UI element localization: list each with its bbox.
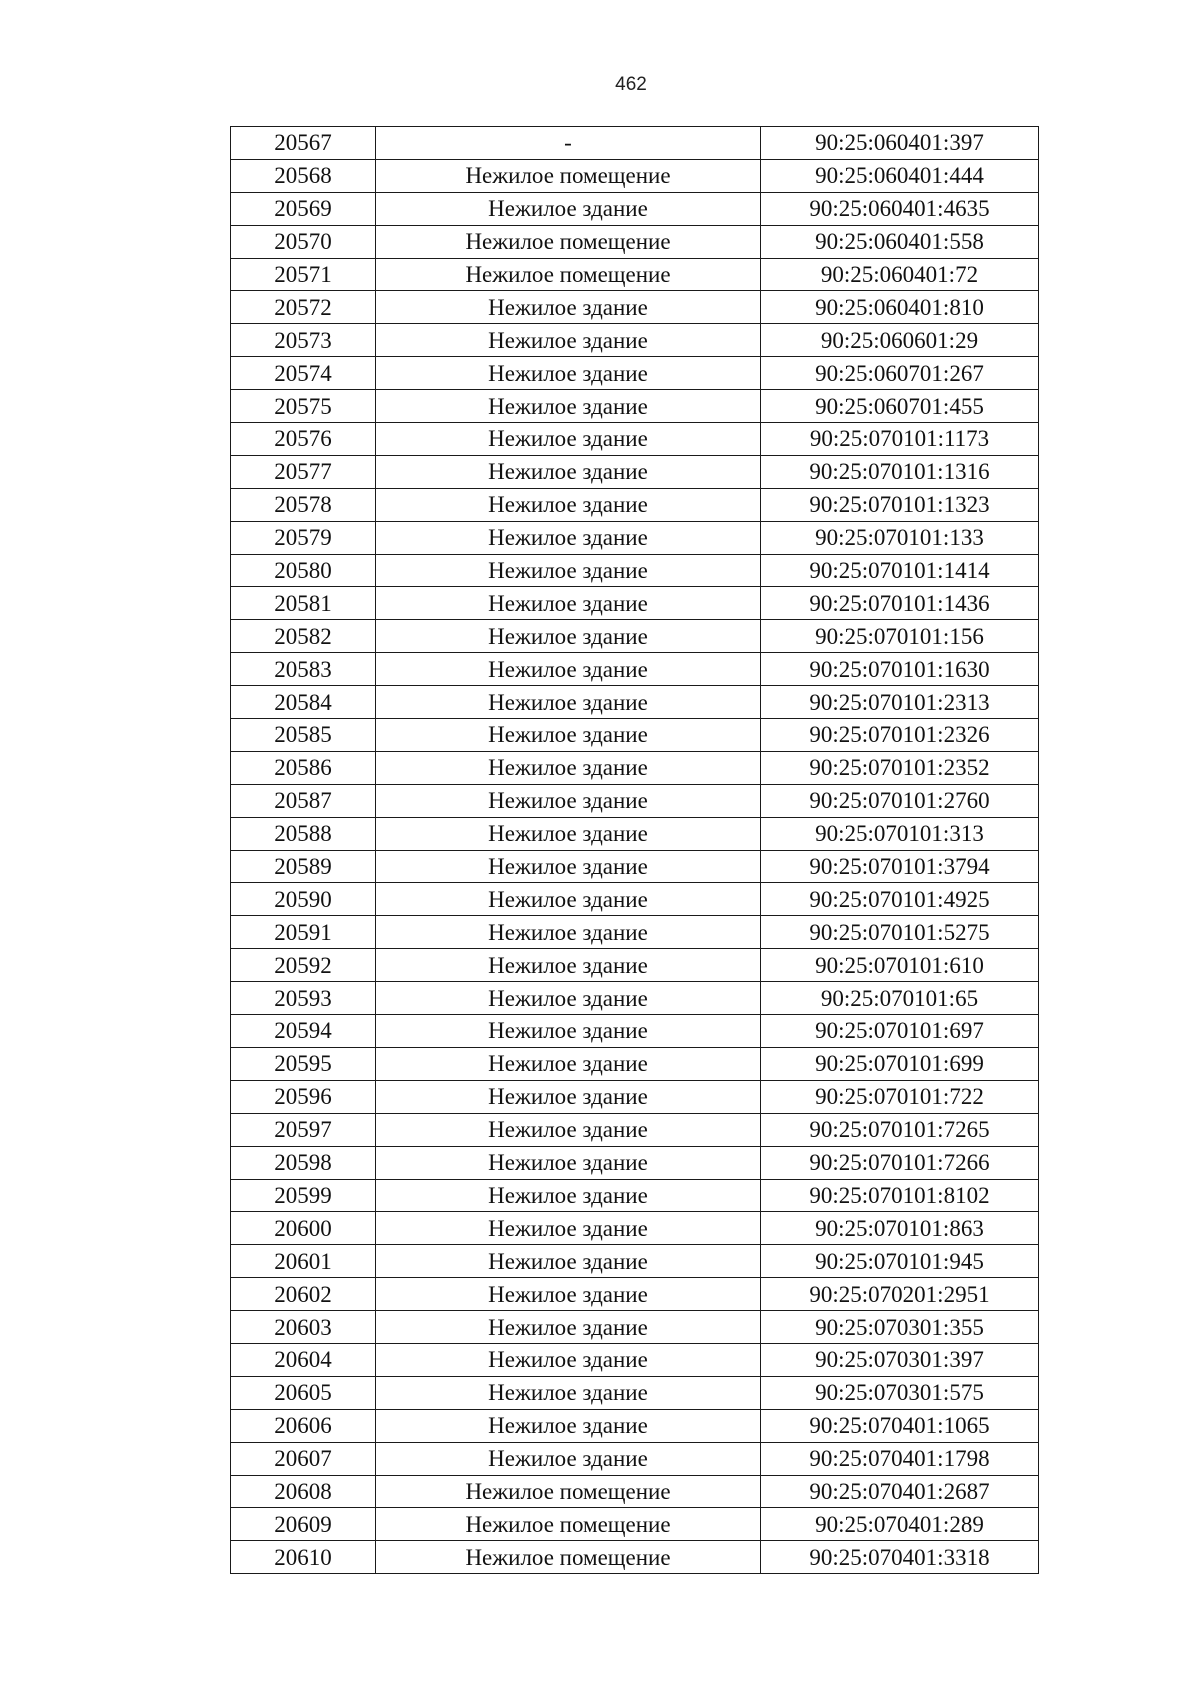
object-type-cell: Нежилое здание <box>376 423 761 456</box>
cadastral-number-cell: 90:25:070401:1065 <box>761 1409 1039 1442</box>
cadastral-number-cell: 90:25:070101:156 <box>761 620 1039 653</box>
row-number-cell: 20591 <box>231 916 376 949</box>
cadastral-number-cell: 90:25:070101:65 <box>761 982 1039 1015</box>
object-type-cell: Нежилое здание <box>376 488 761 521</box>
table-row <box>231 127 1039 160</box>
row-number-cell: 20587 <box>231 784 376 817</box>
cadastral-number-cell: 90:25:070101:1173 <box>761 423 1039 456</box>
table-row <box>231 1442 1039 1475</box>
object-type-cell: Нежилое здание <box>376 1343 761 1376</box>
object-type-cell: Нежилое помещение <box>376 1541 761 1574</box>
table-row <box>231 1146 1039 1179</box>
object-type-cell: Нежилое здание <box>376 982 761 1015</box>
row-number-cell: 20596 <box>231 1080 376 1113</box>
table-row <box>231 357 1039 390</box>
table-row <box>231 423 1039 456</box>
table-row <box>231 324 1039 357</box>
row-number-cell: 20580 <box>231 554 376 587</box>
table-row <box>231 850 1039 883</box>
object-type-cell: Нежилое здание <box>376 521 761 554</box>
object-type-cell: - <box>376 127 761 160</box>
object-type-cell: Нежилое помещение <box>376 159 761 192</box>
cadastral-number-cell: 90:25:070401:289 <box>761 1508 1039 1541</box>
object-type-cell: Нежилое здание <box>376 1146 761 1179</box>
row-number-cell: 20582 <box>231 620 376 653</box>
row-number-cell: 20597 <box>231 1113 376 1146</box>
page-number: 462 <box>615 74 647 95</box>
object-type-cell: Нежилое здание <box>376 291 761 324</box>
row-number-cell: 20578 <box>231 488 376 521</box>
row-number-cell: 20581 <box>231 587 376 620</box>
object-type-cell: Нежилое здание <box>376 850 761 883</box>
table-row <box>231 719 1039 752</box>
cadastral-number-cell: 90:25:070101:863 <box>761 1212 1039 1245</box>
row-number-cell: 20608 <box>231 1475 376 1508</box>
object-type-cell: Нежилое здание <box>376 751 761 784</box>
table-row <box>231 1080 1039 1113</box>
cadastral-number-cell: 90:25:070101:1436 <box>761 587 1039 620</box>
cadastral-number-cell: 90:25:070101:1323 <box>761 488 1039 521</box>
row-number-cell: 20600 <box>231 1212 376 1245</box>
table-row <box>231 390 1039 423</box>
object-type-cell: Нежилое здание <box>376 1047 761 1080</box>
row-number-cell: 20607 <box>231 1442 376 1475</box>
row-number-cell: 20595 <box>231 1047 376 1080</box>
table-row <box>231 192 1039 225</box>
object-type-cell: Нежилое здание <box>376 1409 761 1442</box>
cadastral-number-cell: 90:25:070101:722 <box>761 1080 1039 1113</box>
cadastral-number-cell: 90:25:070101:7265 <box>761 1113 1039 1146</box>
object-type-cell: Нежилое помещение <box>376 1508 761 1541</box>
cadastral-number-cell: 90:25:060601:29 <box>761 324 1039 357</box>
table-row <box>231 1015 1039 1048</box>
table-row <box>231 1245 1039 1278</box>
table-row <box>231 982 1039 1015</box>
object-type-cell: Нежилое здание <box>376 1311 761 1344</box>
row-number-cell: 20592 <box>231 949 376 982</box>
table-row <box>231 883 1039 916</box>
cadastral-number-cell: 90:25:070101:697 <box>761 1015 1039 1048</box>
object-type-cell: Нежилое здание <box>376 357 761 390</box>
row-number-cell: 20569 <box>231 192 376 225</box>
cadastral-number-cell: 90:25:070101:945 <box>761 1245 1039 1278</box>
table-row <box>231 686 1039 719</box>
cadastral-number-cell: 90:25:070201:2951 <box>761 1278 1039 1311</box>
row-number-cell: 20573 <box>231 324 376 357</box>
cadastral-number-cell: 90:25:070101:2352 <box>761 751 1039 784</box>
object-type-cell: Нежилое здание <box>376 192 761 225</box>
table-row <box>231 1541 1039 1574</box>
object-type-cell: Нежилое здание <box>376 817 761 850</box>
cadastral-number-cell: 90:25:070101:2313 <box>761 686 1039 719</box>
object-type-cell: Нежилое здание <box>376 1442 761 1475</box>
row-number-cell: 20594 <box>231 1015 376 1048</box>
table-row <box>231 1113 1039 1146</box>
object-type-cell: Нежилое здание <box>376 883 761 916</box>
table-row <box>231 1508 1039 1541</box>
object-type-cell: Нежилое здание <box>376 916 761 949</box>
table-row <box>231 1409 1039 1442</box>
object-type-cell: Нежилое здание <box>376 1212 761 1245</box>
object-type-cell: Нежилое здание <box>376 455 761 488</box>
cadastral-number-cell: 90:25:060401:397 <box>761 127 1039 160</box>
cadastral-number-cell: 90:25:060401:810 <box>761 291 1039 324</box>
row-number-cell: 20589 <box>231 850 376 883</box>
cadastral-number-cell: 90:25:070101:1414 <box>761 554 1039 587</box>
cadastral-number-cell: 90:25:070401:3318 <box>761 1541 1039 1574</box>
row-number-cell: 20575 <box>231 390 376 423</box>
cadastral-number-cell: 90:25:070401:2687 <box>761 1475 1039 1508</box>
table-row <box>231 620 1039 653</box>
table-row <box>231 653 1039 686</box>
cadastral-number-cell: 90:25:070301:575 <box>761 1376 1039 1409</box>
row-number-cell: 20601 <box>231 1245 376 1278</box>
cadastral-number-cell: 90:25:070101:3794 <box>761 850 1039 883</box>
row-number-cell: 20603 <box>231 1311 376 1344</box>
table-row <box>231 291 1039 324</box>
row-number-cell: 20593 <box>231 982 376 1015</box>
table-row <box>231 1278 1039 1311</box>
object-type-cell: Нежилое здание <box>376 390 761 423</box>
cadastral-number-cell: 90:25:070101:610 <box>761 949 1039 982</box>
table-row <box>231 784 1039 817</box>
table-row <box>231 1343 1039 1376</box>
object-type-cell: Нежилое помещение <box>376 1475 761 1508</box>
cadastral-number-cell: 90:25:070101:4925 <box>761 883 1039 916</box>
cadastral-number-cell: 90:25:070301:397 <box>761 1343 1039 1376</box>
cadastral-number-cell: 90:25:070401:1798 <box>761 1442 1039 1475</box>
cadastral-number-cell: 90:25:060701:267 <box>761 357 1039 390</box>
table-row <box>231 751 1039 784</box>
object-type-cell: Нежилое здание <box>376 1245 761 1278</box>
row-number-cell: 20567 <box>231 127 376 160</box>
table-row <box>231 159 1039 192</box>
row-number-cell: 20599 <box>231 1179 376 1212</box>
table-row <box>231 258 1039 291</box>
row-number-cell: 20604 <box>231 1343 376 1376</box>
row-number-cell: 20574 <box>231 357 376 390</box>
object-type-cell: Нежилое здание <box>376 653 761 686</box>
row-number-cell: 20579 <box>231 521 376 554</box>
object-type-cell: Нежилое здание <box>376 554 761 587</box>
object-type-cell: Нежилое здание <box>376 719 761 752</box>
row-number-cell: 20584 <box>231 686 376 719</box>
table-row <box>231 916 1039 949</box>
cadastral-number-cell: 90:25:070101:699 <box>761 1047 1039 1080</box>
row-number-cell: 20576 <box>231 423 376 456</box>
table-row <box>231 521 1039 554</box>
cadastral-number-cell: 90:25:060401:4635 <box>761 192 1039 225</box>
row-number-cell: 20598 <box>231 1146 376 1179</box>
object-type-cell: Нежилое здание <box>376 620 761 653</box>
object-type-cell: Нежилое здание <box>376 1113 761 1146</box>
cadastral-number-cell: 90:25:070101:8102 <box>761 1179 1039 1212</box>
table-row <box>231 1376 1039 1409</box>
row-number-cell: 20588 <box>231 817 376 850</box>
object-type-cell: Нежилое помещение <box>376 225 761 258</box>
cadastral-number-cell: 90:25:060701:455 <box>761 390 1039 423</box>
object-type-cell: Нежилое здание <box>376 1179 761 1212</box>
table-row <box>231 488 1039 521</box>
object-type-cell: Нежилое здание <box>376 1278 761 1311</box>
table-row <box>231 587 1039 620</box>
cadastral-number-cell: 90:25:070101:7266 <box>761 1146 1039 1179</box>
cadastral-number-cell: 90:25:070101:2326 <box>761 719 1039 752</box>
property-table-body <box>231 127 1039 1574</box>
row-number-cell: 20571 <box>231 258 376 291</box>
table-row <box>231 817 1039 850</box>
table-row <box>231 1179 1039 1212</box>
cadastral-number-cell: 90:25:070101:133 <box>761 521 1039 554</box>
table-row <box>231 225 1039 258</box>
table-row <box>231 1311 1039 1344</box>
object-type-cell: Нежилое здание <box>376 1376 761 1409</box>
cadastral-number-cell: 90:25:060401:72 <box>761 258 1039 291</box>
property-table <box>230 126 1039 1574</box>
object-type-cell: Нежилое здание <box>376 1015 761 1048</box>
row-number-cell: 20570 <box>231 225 376 258</box>
cadastral-number-cell: 90:25:070101:2760 <box>761 784 1039 817</box>
cadastral-number-cell: 90:25:070101:1630 <box>761 653 1039 686</box>
cadastral-number-cell: 90:25:060401:444 <box>761 159 1039 192</box>
row-number-cell: 20609 <box>231 1508 376 1541</box>
object-type-cell: Нежилое здание <box>376 324 761 357</box>
object-type-cell: Нежилое здание <box>376 949 761 982</box>
row-number-cell: 20606 <box>231 1409 376 1442</box>
object-type-cell: Нежилое помещение <box>376 258 761 291</box>
object-type-cell: Нежилое здание <box>376 1080 761 1113</box>
row-number-cell: 20568 <box>231 159 376 192</box>
cadastral-number-cell: 90:25:070101:1316 <box>761 455 1039 488</box>
object-type-cell: Нежилое здание <box>376 784 761 817</box>
table-row <box>231 1475 1039 1508</box>
cadastral-number-cell: 90:25:060401:558 <box>761 225 1039 258</box>
object-type-cell: Нежилое здание <box>376 587 761 620</box>
row-number-cell: 20572 <box>231 291 376 324</box>
row-number-cell: 20610 <box>231 1541 376 1574</box>
table-row <box>231 1212 1039 1245</box>
row-number-cell: 20577 <box>231 455 376 488</box>
object-type-cell: Нежилое здание <box>376 686 761 719</box>
row-number-cell: 20605 <box>231 1376 376 1409</box>
cadastral-number-cell: 90:25:070301:355 <box>761 1311 1039 1344</box>
cadastral-number-cell: 90:25:070101:5275 <box>761 916 1039 949</box>
row-number-cell: 20590 <box>231 883 376 916</box>
table-row <box>231 949 1039 982</box>
table-row <box>231 455 1039 488</box>
table-row <box>231 554 1039 587</box>
row-number-cell: 20585 <box>231 719 376 752</box>
row-number-cell: 20583 <box>231 653 376 686</box>
cadastral-number-cell: 90:25:070101:313 <box>761 817 1039 850</box>
table-row <box>231 1047 1039 1080</box>
row-number-cell: 20586 <box>231 751 376 784</box>
row-number-cell: 20602 <box>231 1278 376 1311</box>
